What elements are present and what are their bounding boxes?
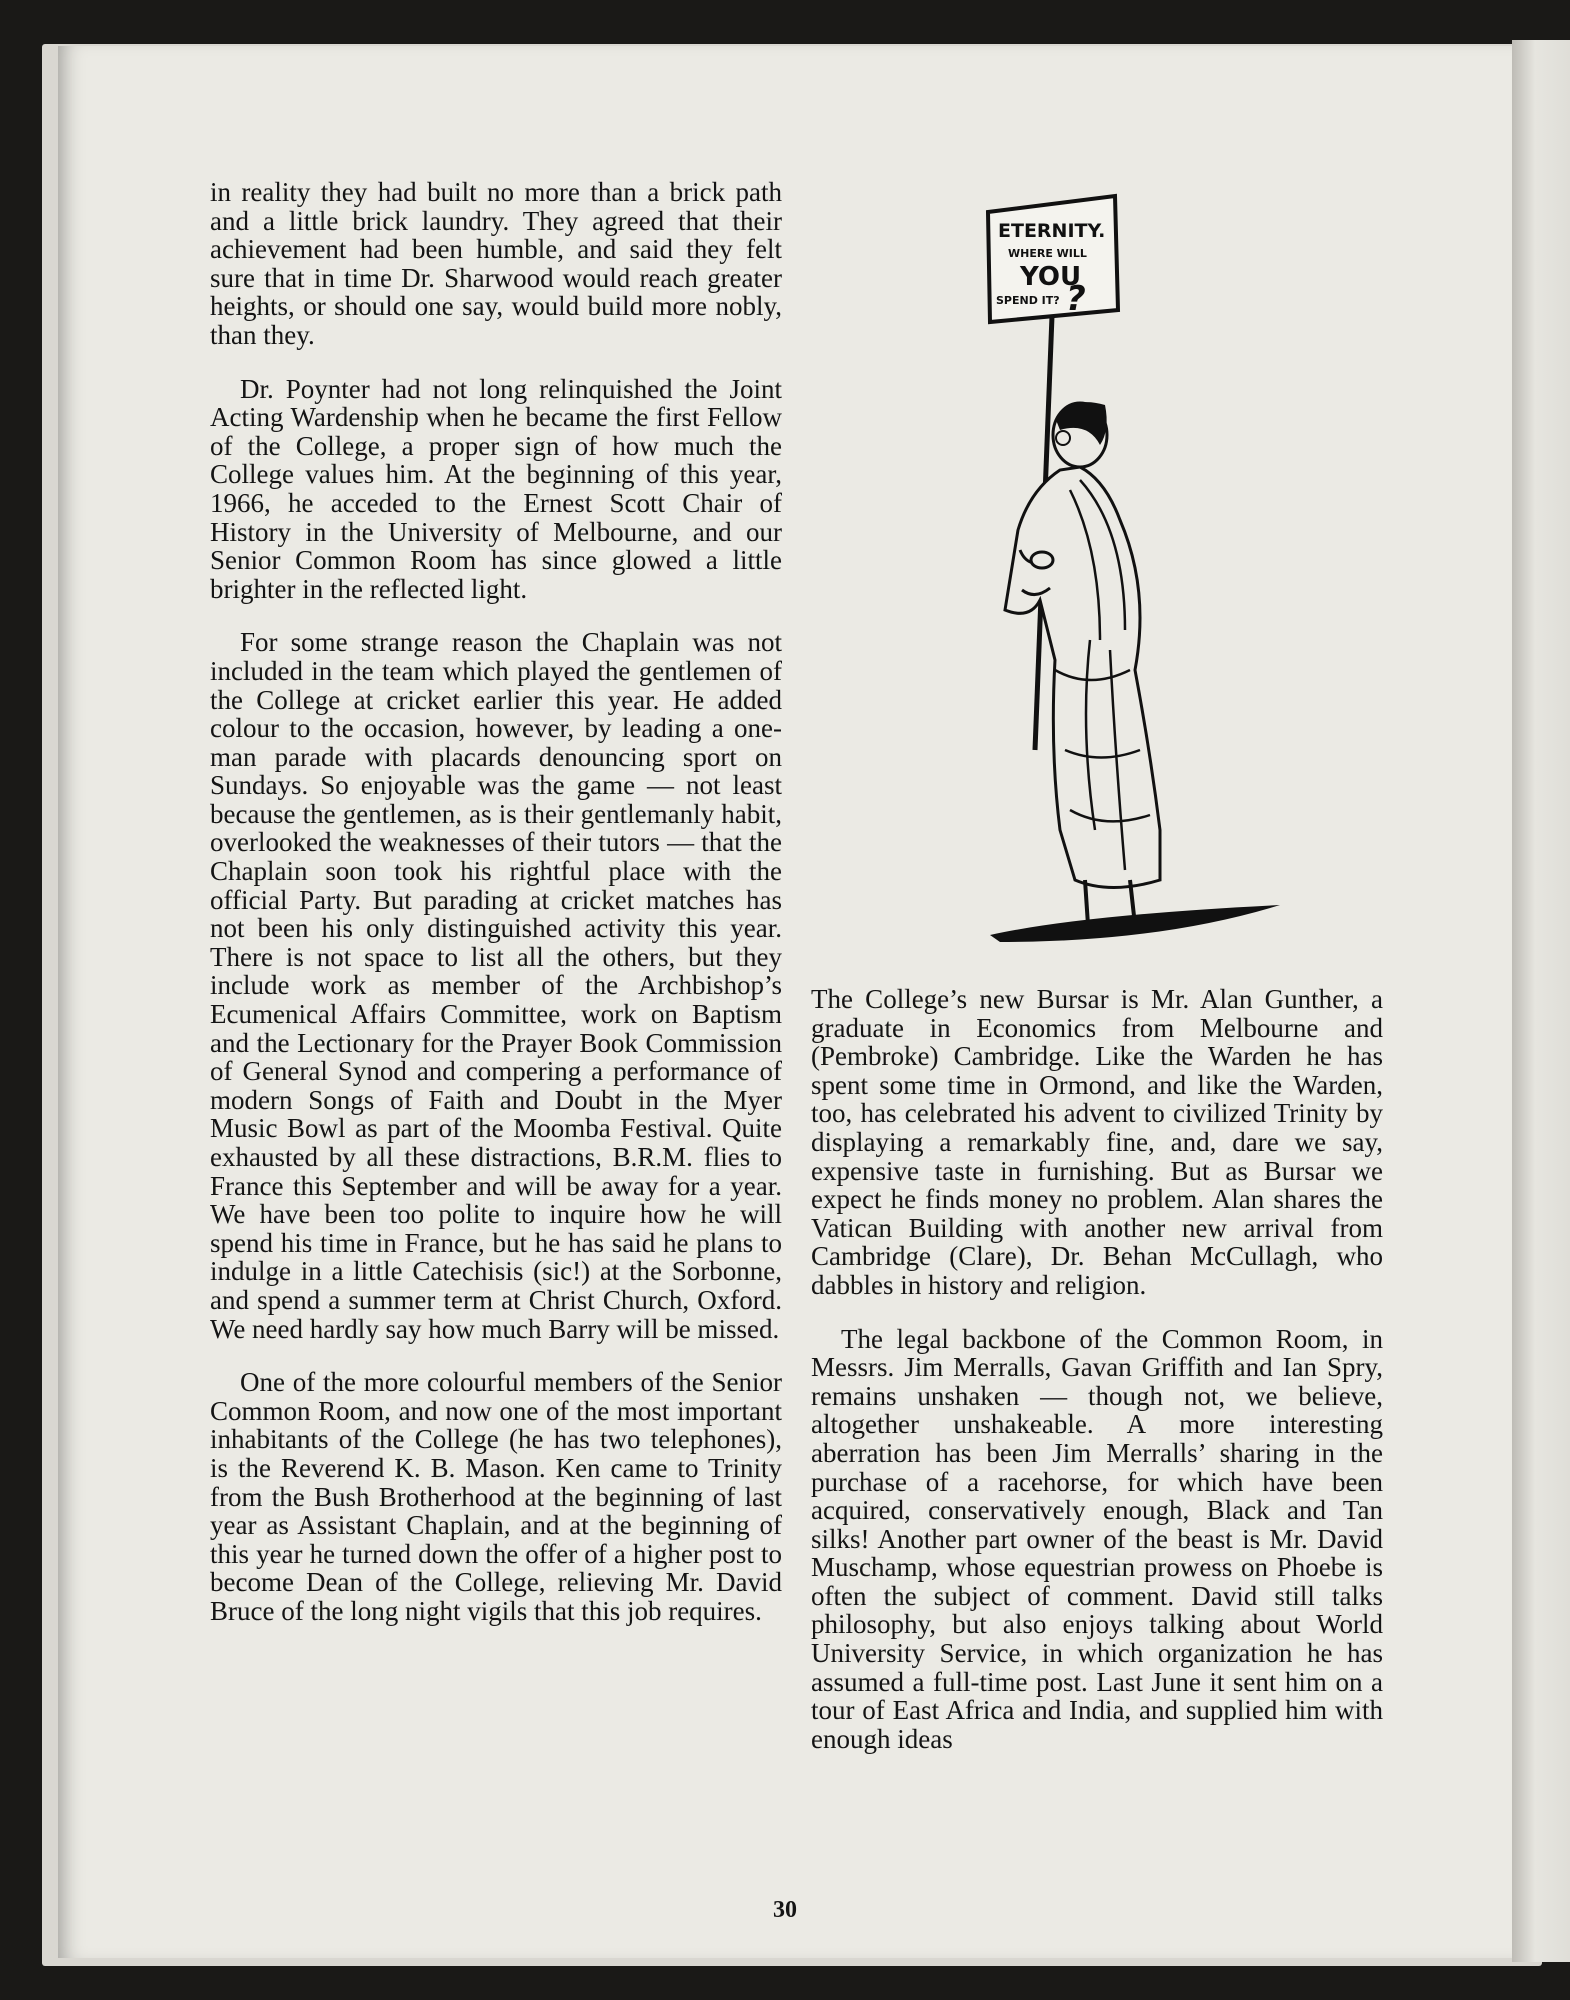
right-text-column [811,985,1383,1778]
left-text-column [210,178,782,1651]
sign-line-1: ETERNITY. [998,220,1106,242]
paragraph: For some strange reason the Chaplain was not included in the team which played the gentlemen of the College at cricket earlier this year. He added colour to the occasion, however, by leading a one-man parade with placards denouncing sport on Sundays. So enjoyable was the game — not least because the gentlemen, as is their gentlemanly habit, overlooked the weaknesses of their tutors — that the Chaplain soon took his rightful place with the official Party. But parading at cricket matches has not been his only distinguished activity this year. There is not space to list all the others, but they include work as member of the Archbishop’s Ecumenical Affairs Committee, work on Baptism and the Lectionary for the Prayer Book Commission of General Synod and compering a performance of modern Songs of Faith and Doubt in the Myer Music Bowl as part of the Moomba Festival. Quite exhausted by all these distractions, B.R.M. flies to France this September and will be away for a year. We have been too polite to inquire how he will spend his time in France, but he has said he plans to indulge in a little Catechisis (sic!) at the Sorbonne, and spend a summer term at Christ Church, Oxford. We need hardly say how much Barry will be missed. [210,627,782,1344]
paragraph: The College’s new Bursar is Mr. Alan Gunther, a graduate in Economics from Melbourne and (Pembroke) Cambridge. Like the Warden he has spent some time in Ormond, and like the Warden, too, has celebrated his advent to civilized Trinity by displaying a remarkably fine, and, dare we say, expensive taste in furnishing. But as Bursar we expect he finds money no problem. Alan shares the Vatican Building with another new arrival from Cambridge (Clare), Dr. Behan McCullagh, who dabbles in history and religion. [811,984,1383,1300]
hand-icon [1031,552,1053,568]
paragraph: Dr. Poynter had not long relinquished the Joint Acting Wardenship when he became the first Fellow of the College, a proper sign of how much the College values him. At the beginning of this year, 1966, he acceded to the Ernest Scott Chair of History in the University of Melbourne, and our Senior Common Room has since glowed a little brighter in the reflected light. [210,373,782,604]
paragraph: The legal backbone of the Common Room, in Messrs. Jim Merralls, Gavan Griffith and Ian Spry, remains unshaken — though not, we believe, altogether unshakeable. A more interesting aberration has been Jim Merralls’ sharing in the purchase of a racehorse, for which have been acquired, conservatively enough, Black and Tan silks! Another part owner of the beast is Mr. David Muschamp, whose equestrian prowess on Phoebe is often the subject of comment. David still talks philosophy, but also enjoys talking about World University Service, in which organization he has assumed a full-time post. Last June it sent him on a tour of East Africa and India, and supplied him with enough ideas [811,1323,1383,1754]
question-mark-icon: ? [1066,279,1086,319]
sign-line-3: YOU [1020,262,1082,292]
paragraph: One of the more colourful members of the Senior Common Room, and now one of the most important inhabitants of the College (he has two telephones), is the Reverend K. B. Mason. Ken came to Trinity from the Bush Brotherhood at the beginning of last year as Assistant Chaplain, and at the beginning of this year he turned down the offer of a higher post to become Dean of the College, relieving Mr. David Bruce of the long night vigils that this job requires. [210,1367,782,1626]
sign-line-2: WHERE WILL [1008,247,1087,260]
robe-icon [1005,467,1160,888]
sign-line-4: SPEND IT? [996,294,1060,307]
next-page-edge [1512,40,1570,1962]
chaplain-placard-illustration [960,190,1290,950]
paragraph: in reality they had built no more than a brick path and a little brick laundry. They agreed that their achievement had been humble, and said they felt sure that in time Dr. Sharwood would reach greater heights, or should one say, would build more nobly, than they. [210,177,782,350]
page-number: 30 [773,1897,797,1923]
